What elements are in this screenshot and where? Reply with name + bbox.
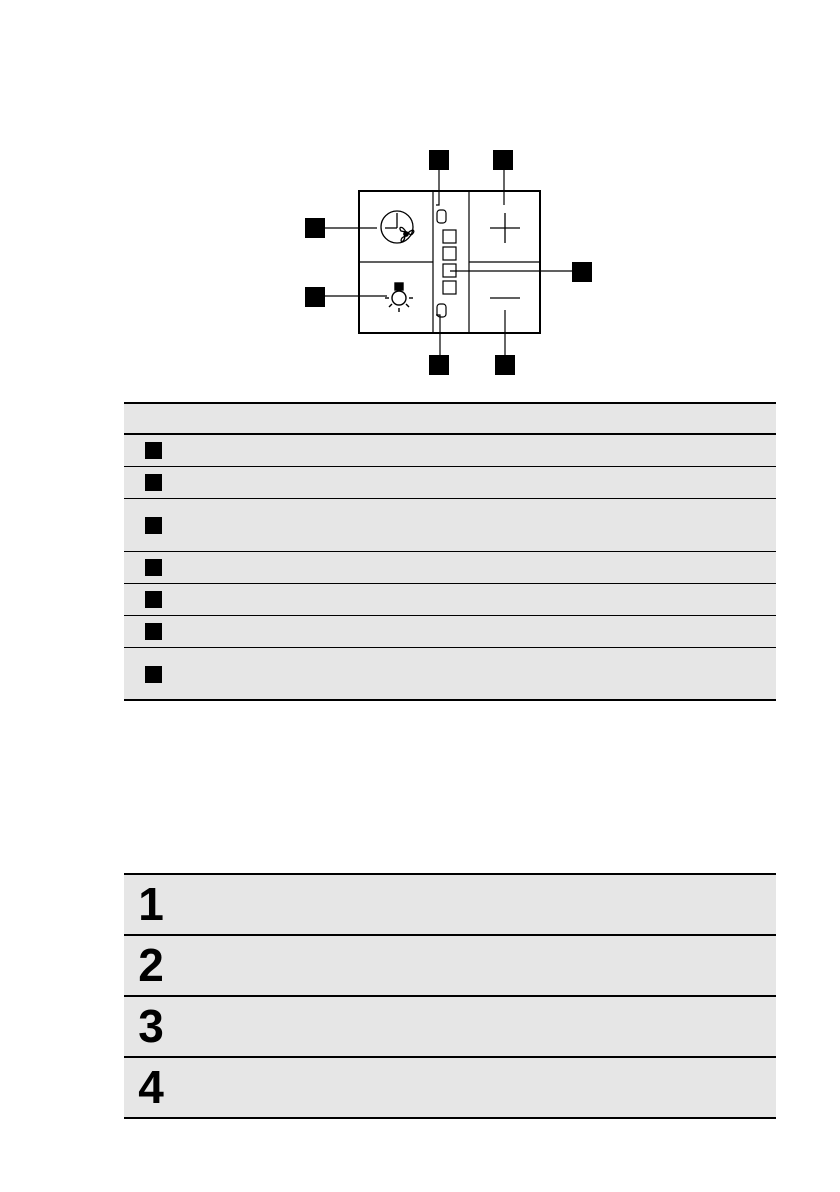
table-row [124,552,776,584]
step-number: 2 [138,939,164,991]
step-number: 1 [138,878,164,930]
table-row [124,467,776,499]
plus-icon[interactable] [490,213,520,243]
table-row [124,584,776,616]
callout-marker [145,559,162,576]
table-row [124,499,776,552]
step-row [124,873,776,934]
legend-table [124,402,776,701]
steps-table [124,873,776,1119]
step-row [124,1056,776,1119]
callout-marker [145,474,162,491]
callout-marker [145,623,162,640]
table-row [124,435,776,467]
step-number: 4 [138,1061,164,1113]
callout-marker [305,218,325,238]
fan-speed-indicators [443,230,456,294]
control-panel-diagram [0,0,840,400]
step-number: 3 [138,1000,164,1052]
callout-marker [429,150,449,170]
step-row [124,995,776,1056]
callout-marker [305,287,325,307]
callout-marker [145,517,162,534]
callout-marker [145,666,162,683]
indicator-light-top [437,210,446,223]
timer-fan-icon[interactable] [381,211,414,243]
callout-marker [572,262,592,282]
callout-marker [495,355,515,375]
callout-marker [145,591,162,608]
callout-marker [493,150,513,170]
step-row [124,934,776,995]
legend-table-header [124,402,776,435]
table-row [124,648,776,701]
callout-marker [429,355,449,375]
table-row [124,616,776,648]
light-bulb-icon[interactable] [385,283,413,312]
callout-marker [145,442,162,459]
